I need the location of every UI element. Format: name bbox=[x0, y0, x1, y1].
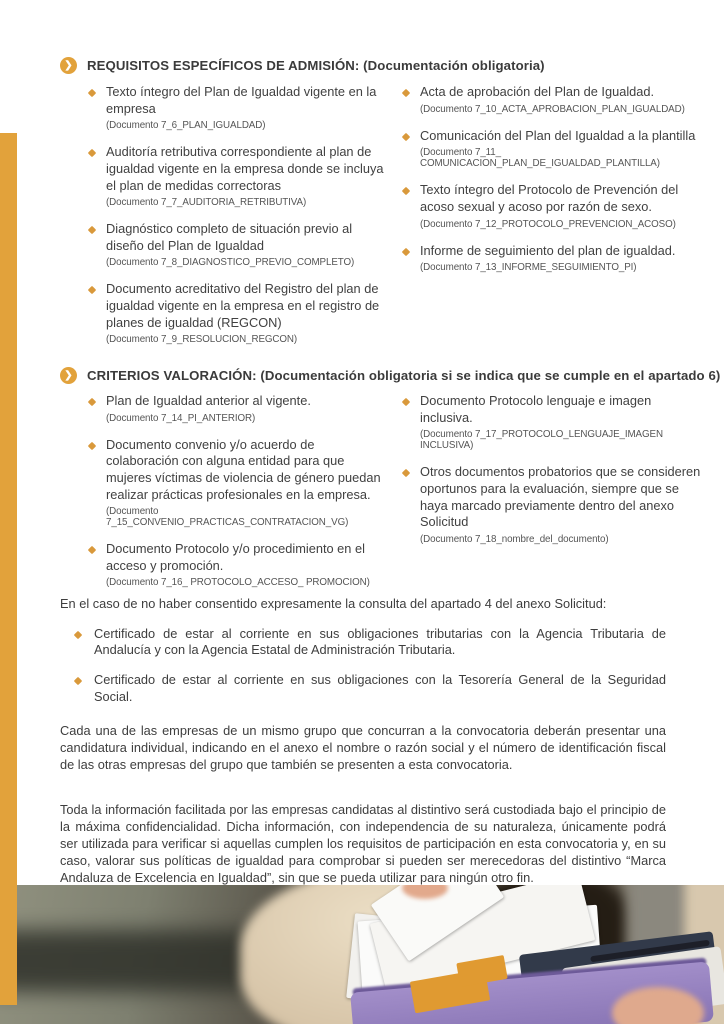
diamond-bullet-icon bbox=[88, 398, 96, 406]
section-requisitos-list bbox=[88, 84, 706, 358]
diamond-bullet-icon bbox=[402, 247, 410, 255]
section-criterios-list bbox=[88, 393, 706, 601]
item-doc-ref: (Documento 7_10_ACTA_APROBACION_PLAN_IGUALDAD) bbox=[420, 103, 685, 115]
diamond-bullet-icon bbox=[88, 89, 96, 97]
item-text: Texto íntegro del Protocolo de Prevención del acoso sexual y acoso por razón de sexo. bbox=[420, 182, 679, 214]
item-text: Documento Protocolo y/o procedimiento en el acceso y promoción. bbox=[106, 541, 365, 573]
item-doc-ref: (Documento 7_15_CONVENIO_PRACTICAS_CONTRATACION_VG) bbox=[106, 506, 349, 529]
list-item bbox=[402, 243, 706, 274]
list-item bbox=[402, 182, 706, 229]
paragraph-confidencialidad: Toda la información facilitada por las empresas candidatas al distintivo será custodiada bajo el principio de la máxima confidencialidad. Dicha información, con independencia de su naturaleza, únicamente podrá ser utilizada para verificar si aquellas cumplen los requisitos de participación en esta convocatoria y, en su caso, valorar sus políticas de igualdad para comprobar si pueden ser merecedoras del distintivo “Marca Andaluza de Excelencia en Igualdad”, sin que se pueda utilizar para ningún otro fin. bbox=[60, 801, 666, 886]
list-item bbox=[88, 437, 384, 529]
diamond-bullet-icon bbox=[402, 187, 410, 195]
diamond-bullet-icon bbox=[402, 89, 410, 97]
note-bullet-text: Certificado de estar al corriente en sus obligaciones tributarias con la Agencia Tributaria de Andalucía y con la Agencia Estatal de Administración Tributaria. bbox=[94, 625, 666, 658]
item-text: Auditoría retributiva correspondiente al plan de igualdad vigente en la empresa donde se incluya el plan de medidas correctoras bbox=[106, 144, 384, 193]
left-accent-bar bbox=[0, 133, 17, 1005]
section-heading-requisitos bbox=[60, 57, 545, 74]
section-title: CRITERIOS VALORACIÓN: (Documentación obligatoria si se indica que se cumple en el apartado 6) bbox=[87, 368, 721, 383]
item-text: Informe de seguimiento del plan de igualdad. bbox=[420, 242, 676, 258]
item-text: Diagnóstico completo de situación previo al diseño del Plan de Igualdad bbox=[106, 221, 353, 253]
list-item bbox=[88, 393, 384, 424]
item-text: Acta de aprobación del Plan de Igualdad. bbox=[420, 84, 655, 99]
note-bullet-text: Certificado de estar al corriente en sus obligaciones con la Tesorería General de la Seguridad Social. bbox=[94, 671, 666, 704]
paragraph-grupo-empresas: Cada una de las empresas de un mismo grupo que concurran a la convocatoria deberán presentar una candidatura individual, indicando en el anexo el nombre o razón social y el número de identificación fiscal de las otras empresas del grupo que también se presenten a esta convocatoria. bbox=[60, 723, 666, 773]
item-doc-ref: (Documento 7_14_PI_ANTERIOR) bbox=[106, 412, 256, 424]
column-left bbox=[88, 393, 384, 601]
item-text: Plan de Igualdad anterior al vigente. bbox=[106, 393, 311, 408]
chevron-circle-icon: ❯ bbox=[60, 367, 77, 384]
diamond-bullet-icon bbox=[74, 630, 82, 638]
item-text: Comunicación del Plan del Igualdad a la plantilla bbox=[420, 127, 696, 143]
chevron-circle-icon: ❯ bbox=[60, 57, 77, 74]
item-doc-ref: (Documento 7_6_PLAN_IGUALDAD) bbox=[106, 120, 266, 132]
diamond-bullet-icon bbox=[402, 132, 410, 140]
item-text: Otros documentos probatorios que se consideren oportunos para la evaluación, siempre que se haya marcado previamente dentro del anexo Solicitud bbox=[420, 464, 701, 530]
item-text: Documento convenio y/o acuerdo de colaboración con alguna entidad para que mujeres víctimas de violencia de género puedan realizar prácticas profesionales en la empresa. bbox=[106, 436, 381, 502]
note-bullet bbox=[60, 672, 666, 705]
item-doc-ref: (Documento 7_11_ COMUNICACION_PLAN_DE_IGUALDAD_PLANTILLA) bbox=[420, 147, 660, 170]
list-item bbox=[402, 393, 706, 451]
footer-notes bbox=[60, 596, 666, 886]
item-doc-ref: (Documento 7_18_nombre_del_documento) bbox=[420, 533, 609, 545]
item-doc-ref: (Documento 7_8_DIAGNOSTICO_PREVIO_COMPLETO) bbox=[106, 257, 355, 269]
diamond-bullet-icon bbox=[88, 226, 96, 234]
item-doc-ref: (Documento 7_13_INFORME_SEGUIMIENTO_PI) bbox=[420, 262, 637, 274]
list-item bbox=[88, 84, 384, 131]
list-item bbox=[402, 128, 706, 170]
photo-documents bbox=[0, 885, 724, 1024]
item-doc-ref: (Documento 7_17_PROTOCOLO_LENGUAJE_IMAGEN INCLUSIVA) bbox=[420, 429, 663, 452]
list-item bbox=[88, 541, 384, 588]
item-doc-ref: (Documento 7_16_ PROTOCOLO_ACCESO_ PROMOCION) bbox=[106, 577, 370, 589]
item-text: Documento acreditativo del Registro del plan de igualdad vigente en la empresa en el registro de planes de igualdad (REGCON) bbox=[106, 281, 380, 330]
section-title: REQUISITOS ESPECÍFICOS DE ADMISIÓN: (Documentación obligatoria) bbox=[87, 58, 545, 73]
list-item bbox=[88, 144, 384, 208]
item-text: Documento Protocolo lenguaje e imagen inclusiva. bbox=[420, 393, 652, 425]
section-heading-criterios bbox=[60, 367, 720, 384]
column-right bbox=[402, 393, 706, 601]
list-item bbox=[88, 281, 384, 345]
list-item bbox=[402, 464, 706, 545]
column-right bbox=[402, 84, 706, 358]
item-doc-ref: (Documento 7_9_RESOLUCION_REGCON) bbox=[106, 334, 298, 346]
diamond-bullet-icon bbox=[402, 469, 410, 477]
diamond-bullet-icon bbox=[402, 398, 410, 406]
diamond-bullet-icon bbox=[88, 546, 96, 554]
diamond-bullet-icon bbox=[74, 677, 82, 685]
diamond-bullet-icon bbox=[88, 441, 96, 449]
note-bullet bbox=[60, 626, 666, 659]
diamond-bullet-icon bbox=[88, 149, 96, 157]
item-doc-ref: (Documento 7_12_PROTOCOLO_PREVENCION_ACOSO) bbox=[420, 218, 676, 230]
notes-intro: En el caso de no haber consentido expresamente la consulta del apartado 4 del anexo Solicitud: bbox=[60, 596, 607, 611]
column-left bbox=[88, 84, 384, 358]
diamond-bullet-icon bbox=[88, 286, 96, 294]
list-item bbox=[88, 221, 384, 268]
list-item bbox=[402, 84, 706, 115]
item-doc-ref: (Documento 7_7_AUDITORIA_RETRIBUTIVA) bbox=[106, 197, 307, 209]
item-text: Texto íntegro del Plan de Igualdad vigente en la empresa bbox=[106, 84, 377, 116]
